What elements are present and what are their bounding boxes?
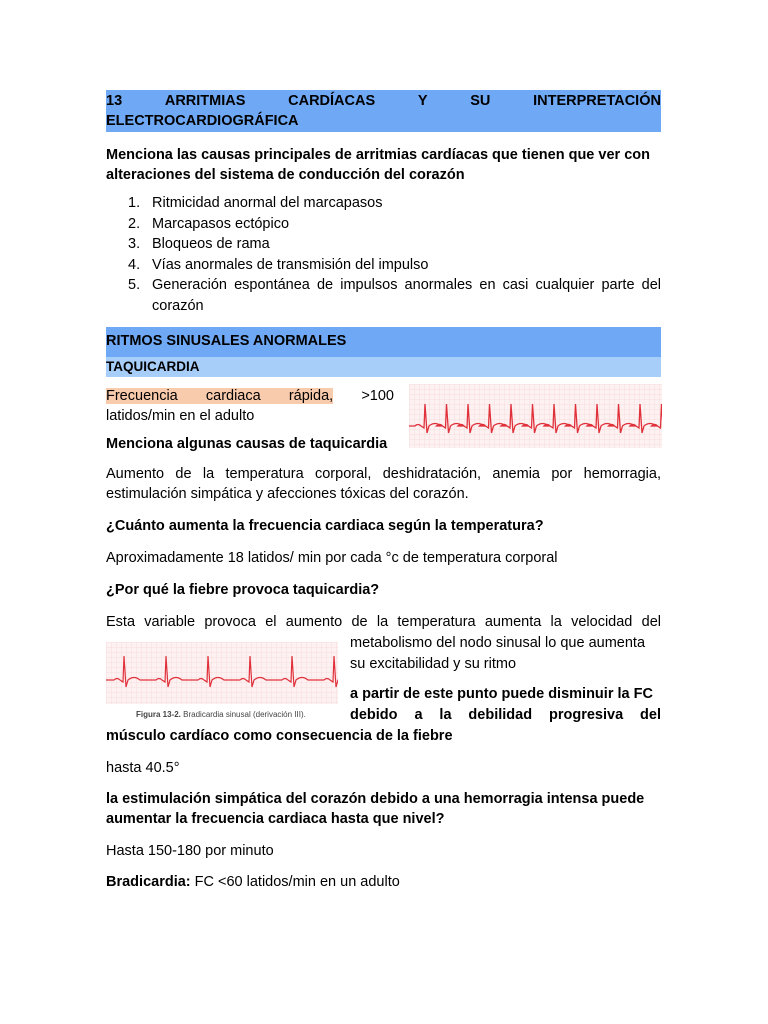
answer-4-line1: Esta variable provoca el aumento de la temperatura aumenta la velocidad del <box>106 614 661 630</box>
list-item: 4. Vías anormales de transmisión del impulso <box>128 256 429 273</box>
fever-answer-block <box>106 612 661 747</box>
title-line2: ELECTROCARDIOGRÁFICA <box>106 113 299 129</box>
question-5-line3: músculo cardíaco como consecuencia de la fiebre <box>106 728 453 744</box>
question-5-line2: debido a la debilidad progresiva del <box>350 707 661 723</box>
title-word: INTERPRETACIÓN <box>533 93 661 109</box>
title-word: ARRITMIAS <box>164 93 246 109</box>
list-item: 3. Bloqueos de rama <box>128 236 270 252</box>
title-word: 13 <box>106 93 123 109</box>
subsection-heading: TAQUICARDIA <box>106 357 661 377</box>
highlighted-text: Frecuencia cardiaca rápida, <box>106 388 334 404</box>
title-word: Y <box>417 93 428 109</box>
document-page <box>106 90 661 892</box>
title-word: CARDÍACAS <box>288 93 376 109</box>
section-heading: RITMOS SINUSALES ANORMALES <box>106 327 661 357</box>
question-1: Menciona las causas principales de arritmias cardíacas que tienen que ver con alteraciones del sistema de conducción del corazón <box>106 147 650 183</box>
bradicardia-text: FC <60 latidos/min en un adulto <box>190 874 400 890</box>
definition-text: >100 latidos/min en el adulto <box>106 388 394 424</box>
answer-2: Aumento de la temperatura corporal, deshidratación, anemia por hemorragia, estimulación simpática y afecciones tóxicas del corazón. <box>106 466 661 502</box>
ecg-taquicardia-image <box>409 384 662 448</box>
bradicardia-definition <box>106 872 661 892</box>
answer-4-line2: metabolismo del nodo sinusal lo que aumenta <box>350 635 646 651</box>
question-3: ¿Cuánto aumenta la frecuencia cardiaca según la temperatura? <box>106 518 544 534</box>
answer-5: hasta 40.5° <box>106 760 180 776</box>
ecg-bradicardia-figure <box>106 642 338 722</box>
figure-caption: Figura 13-2. Bradicardia sinusal (derivación III). <box>136 710 306 719</box>
list-item: 2. Marcapasos ectópico <box>128 215 290 232</box>
ecg-bradicardia-image <box>106 642 338 704</box>
list-item: 1. Ritmicidad anormal del marcapasos <box>128 195 383 211</box>
list-item: 5. Generación espontánea de impulsos anormales en casi cualquier parte del corazón <box>128 277 661 314</box>
question-2: Menciona algunas causas de taquicardia <box>106 436 388 452</box>
answer-6: Hasta 150-180 por minuto <box>106 843 274 859</box>
causes-list <box>106 193 661 316</box>
title-word: SU <box>470 93 491 109</box>
chapter-title <box>106 90 661 132</box>
taquicardia-definition <box>106 386 661 424</box>
answer-4-line3: su excitabilidad y su ritmo <box>350 656 517 672</box>
question-4: ¿Por qué la fiebre provoca taquicardia? <box>106 582 380 598</box>
question-6: la estimulación simpática del corazón debido a una hemorragia intensa puede aumentar la frecuencia cardiaca hasta que nivel? <box>106 791 645 827</box>
bradicardia-label: Bradicardia: <box>106 874 191 890</box>
question-5-line1: a partir de este punto puede disminuir la FC <box>350 686 653 702</box>
answer-3: Aproximadamente 18 latidos/ min por cada °c de temperatura corporal <box>106 550 558 566</box>
